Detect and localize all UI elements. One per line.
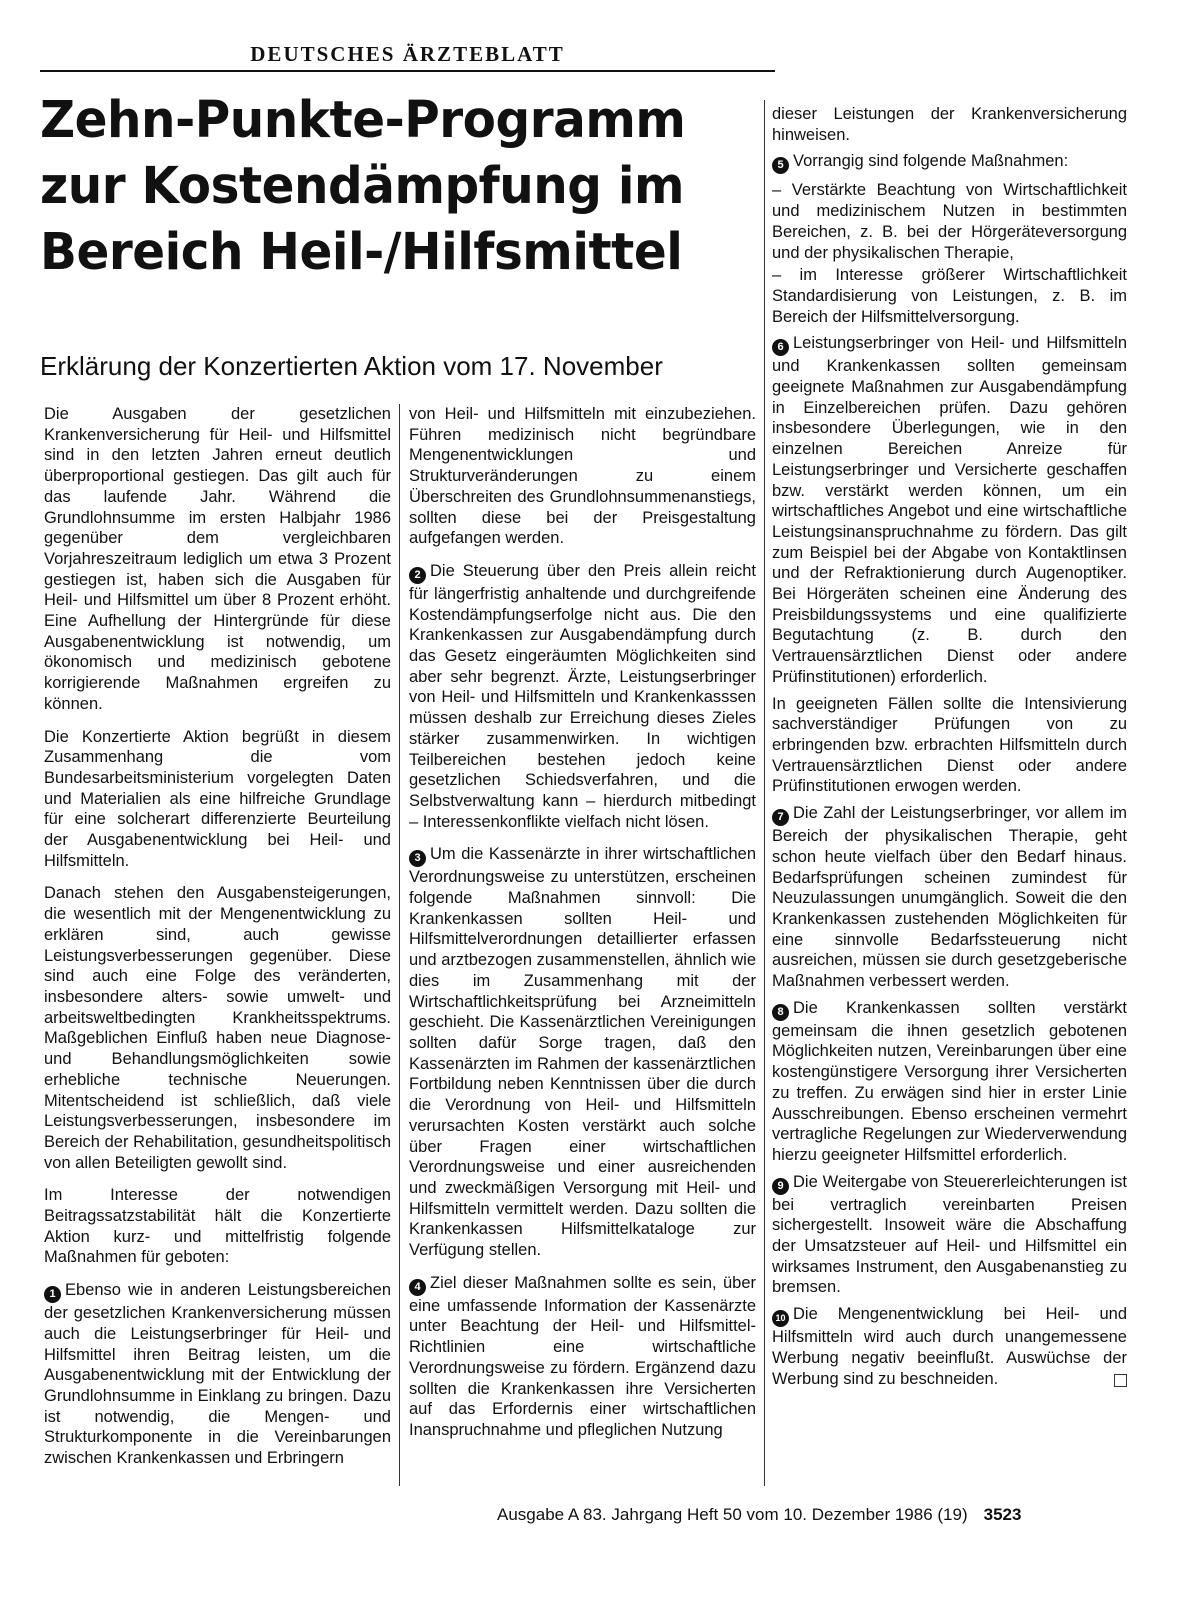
point-number-badge: 10 (772, 1310, 789, 1327)
article-subtitle: Erklärung der Konzertierten Aktion vom 17. November (40, 351, 663, 381)
text-column-3 (772, 104, 1127, 1401)
end-mark-icon (1114, 1374, 1127, 1387)
point-number-badge: 5 (772, 157, 789, 174)
point-text: Ziel dieser Maßnahmen sollte es sein, über eine umfassende Information der Kassenärzte unter Beachtung der Heil- und Hilfsmittel-Richtlinien eine wirtschaftliche Verordnungsweise zu fördern. Ergänzend dazu sollten die Krankenkassen ihre Versicherten auf das Erfordernis einer wirtschaftlichen Inanspruchnahme und pfleglichen Nutzung (409, 1273, 756, 1439)
page-number: 3523 (983, 1505, 1022, 1524)
point-number-badge: 6 (772, 339, 789, 356)
masthead (40, 40, 775, 72)
point-text: Um die Kassenärzte in ihrer wirtschaftlichen Verordnungsweise zu unterstützen, erscheinen folgende Maßnahmen sinnvoll: Die Krankenkassen sollten Heil- und Hilfsmittelverordnungen detaillierter erfassen und arztbezogen zusammenstellen, ähnlich wie dies im Zusammenhang mit der Wirtschaftlichkeitsprüfung bei Arzneimitteln geschieht. Die Kassenärztlichen Vereinigungen sollten dafür Sorge tragen, daß den Kassenärzten im Rahmen der kassenärztlichen Fortbildung neben Kenntnissen über die durch die Verordnung von Heil- und Hilfsmitteln verursachten Kosten verstärkt auch solche über Fragen einer wirtschaftlichen Verordnungsweise und einer ausreichenden und zweckmäßigen Versorgung mit Heil- und Hilfsmitteln vermittelt werden. Dazu sollten die Krankenkassen Hilfsmittelkataloge zur Verfügung stellen. (409, 845, 756, 1260)
paragraph: dieser Leistungen der Krankenversicherung hinweisen. (772, 105, 1127, 144)
point-text: Die Steuerung über den Preis allein reicht für längerfristig anhaltende und durchgreifende Kostendämpfungserfolge nicht aus. Die den Krankenkassen zur Ausgabendämpfung durch das Gesetz eingeräumten Möglichkeiten sind aber sehr begrenzt. Ärzte, Leistungserbringer von Heil- und Hilfsmitteln und Krankenkasssen müssen deshalb zur Erreichung dieses Zieles stärker zusammenwirken. In wichtigen Teilbereichen bestehen jedoch keine gesetzlichen Schiedsverfahren, und die Selbstverwaltung kann – hierdurch mitbedingt – Interessenkonflikte vielfach nicht lösen. (409, 561, 756, 831)
point-6 (772, 333, 1127, 687)
paragraph: Danach stehen den Ausgabensteigerungen, die wesentlich mit der Mengenentwicklung zu erklären sind, auch gewisse Leistungsverbesserungen gegenüber. Diese sind auch eine Folge des veränderten, insbesondere alters- sowie umwelt- und arbeitsweltbedingten Krankheitsspektrums. Maßgeblichen Einfluß haben neue Diagnose- und Behandlungsmöglichkeiten sowie erhebliche technische Neuerungen. Mitentscheidend ist schließlich, daß viele Leistungsverbesserungen, insbesondere im Bereich der Rehabilitation, gesundheitspolitisch von allen Beteiligten gewollt sind. (44, 884, 391, 1172)
paragraph: von Heil- und Hilfsmitteln mit einzubeziehen. Führen medizinisch nicht begründbare Mengenentwicklungen und Strukturveränderungen zu einem Überschreiten des Grundlohnsummenanstiegs, sollten diese bei der Preisgestaltung aufgefangen werden. (409, 405, 756, 548)
issue-info: Ausgabe A 83. Jahrgang Heft 50 vom 10. Dezember 1986 (19) (497, 1505, 968, 1524)
point-text: Die Krankenkassen sollten verstärkt gemeinsam die ihnen gesetzlich gebotenen Möglichkeiten nutzen, Vereinbarungen über eine kostengünstigere Versorgung ihrer Versicherten zu treffen. Zu erwägen sind hier in erster Linie Ausschreibungen. Ebenso erscheinen vermehrt vertragliche Regelungen zur Wiederverwendung hierzu geeigneter Hilfsmittel erforderlich. (772, 998, 1127, 1164)
title-line-2: zur Kostendämpfung im (40, 157, 685, 216)
text-column-1 (44, 404, 391, 1481)
article-title (40, 88, 738, 286)
point-number-badge: 9 (772, 1178, 789, 1195)
point-7 (772, 803, 1127, 992)
dash-item: – Verstärkte Beachtung von Wirtschaftlichkeit und medizinischem Nutzen in bestimmten Bereichen, z. B. bei der Hörgeräteversorgung und der physikalischen Therapie, (772, 181, 1127, 262)
point-3 (409, 844, 756, 1260)
point-number-badge: 7 (772, 809, 789, 826)
point-10 (772, 1304, 1127, 1389)
paragraph: Die Konzertierte Aktion begrüßt in diesem Zusammenhang die vom Bundesarbeitsministerium vorgelegten Daten und Materialien als eine hilfreiche Grundlage für eine solcherart differenzierte Beurteilung der Ausgabenentwicklung bei Heil- und Hilfsmitteln. (44, 727, 391, 870)
point-number-badge: 1 (44, 1286, 61, 1303)
paragraph: In geeigneten Fällen sollte die Intensivierung sachverständiger Prüfungen von zu erbringenden bzw. erbrachten Hilfsmitteln durch Vertrauensärztlichen Dienst oder andere Prüfinstitutionen erwogen werden. (772, 694, 1127, 796)
point-5 (772, 151, 1127, 174)
point-2 (409, 561, 756, 832)
column-divider (399, 404, 400, 1486)
point-4 (409, 1273, 756, 1441)
title-line-3: Bereich Heil-/Hilfsmittel (40, 223, 683, 282)
point-text: Die Zahl der Leistungserbringer, vor allem im Bereich der physikalischen Therapie, geht schon heute vielfach über den Bedarf hinaus. Bedarfsprüfungen scheinen zumindest für Neuzulassungen unumgänglich. Soweit die den Krankenkassen zustehenden Möglichkeiten für eine sinnvolle Bedarfssteuerung nicht ausreichen, müssen sie durch gesetzgeberische Maßnahmen verbessert werden. (772, 804, 1127, 991)
title-line-1: Zehn-Punkte-Programm (40, 91, 686, 150)
point-text: Leistungserbringer von Heil- und Hilfsmitteln und Krankenkassen sollten gemeinsam geeignete Maßnahmen zur Ausgabendämpfung in Einzelbereichen prüfen. Dazu gehören insbesondere Überlegungen, wie in den einzelnen Bereichen Anreize für Leistungserbringer und Versicherte geschaffen bzw. verstärkt werden können, um ein wirtschaftliches Angebot und eine wirtschaftliche Leistungsinanspruchnahme zu fördern. Das gilt zum Beispiel bei der Abgabe von Kontaktlinsen und der Refraktionierung durch Augenoptiker. Bei Hörgeräten scheinen eine Änderung des Preisbildungssystems und eine qualifizierte Begutachtung (z. B. durch den Vertrauensärztlichen Dienst oder andere Prüfinstitutionen) erforderlich. (772, 334, 1127, 686)
text-column-2 (409, 404, 756, 1453)
page-footer (497, 1503, 1137, 1527)
point-number-badge: 8 (772, 1004, 789, 1021)
point-text: Ebenso wie in anderen Leistungsbereichen der gesetzlichen Krankenversicherung müssen auch die Leistungserbringer für Heil- und Hilfsmittel ihren Beitrag leisten, um die Ausgabenentwicklung mit der Entwicklung der Grundlohnsumme in Einklang zu bringen. Dazu ist notwendig, die Mengen- und Strukturkomponente in die Vereinbarungen zwischen Krankenkassen und Erbringern (44, 1281, 391, 1468)
point-number-badge: 2 (409, 567, 426, 584)
paragraph: Im Interesse der notwendigen Beitragssatzstabilität hält die Konzertierte Aktion kurz- und mittelfristig folgende Maßnahmen für geboten: (44, 1186, 391, 1267)
point-text: Die Weitergabe von Steuererleichterungen ist bei vertraglich vereinbarten Preisen sichergestellt. Insoweit wäre die Abschaffung der Umsatzsteuer auf Heil- und Hilfsmittel ein wirksames Instrument, den Ausgabenanstieg zu bremsen. (772, 1172, 1127, 1297)
point-number-badge: 3 (409, 850, 426, 867)
point-8 (772, 998, 1127, 1166)
paragraph: Die Ausgaben der gesetzlichen Krankenversicherung für Heil- und Hilfsmittel sind in den letzten Jahren erneut deutlich überproportional gestiegen. Das gilt auch für das laufende Jahr. Während die Grundlohnsumme im ersten Halbjahr 1986 gegenüber dem vergleichbaren Vorjahreszeitraum lediglich um etwa 3 Prozent gestiegen ist, haben sich die Ausgaben für Heil- und Hilfsmittel um über 8 Prozent erhöht. Eine Aufhellung der Hintergründe für diese Ausgabenentwicklung ist notwendig, um ökonomisch und medizinisch gebotene korrigierende Maßnahmen ergreifen zu können. (44, 405, 391, 713)
point-9 (772, 1172, 1127, 1299)
point-text: Die Mengenentwicklung bei Heil- und Hilfsmitteln wird auch durch unangemessene Werbung negativ beeinflußt. Auswüchse der Werbung sind zu beschneiden. (772, 1305, 1127, 1388)
masthead-title: DEUTSCHES ÄRZTEBLATT (250, 42, 565, 66)
point-text: Vorrangig sind folgende Maßnahmen: (793, 152, 1069, 171)
point-number-badge: 4 (409, 1279, 426, 1296)
point-1 (44, 1280, 391, 1469)
dash-item: – im Interesse größerer Wirtschaftlichkeit Standardisierung von Leistungen, z. B. im Bereich der Hilfsmittelversorgung. (772, 266, 1127, 326)
column-divider (764, 100, 765, 1486)
